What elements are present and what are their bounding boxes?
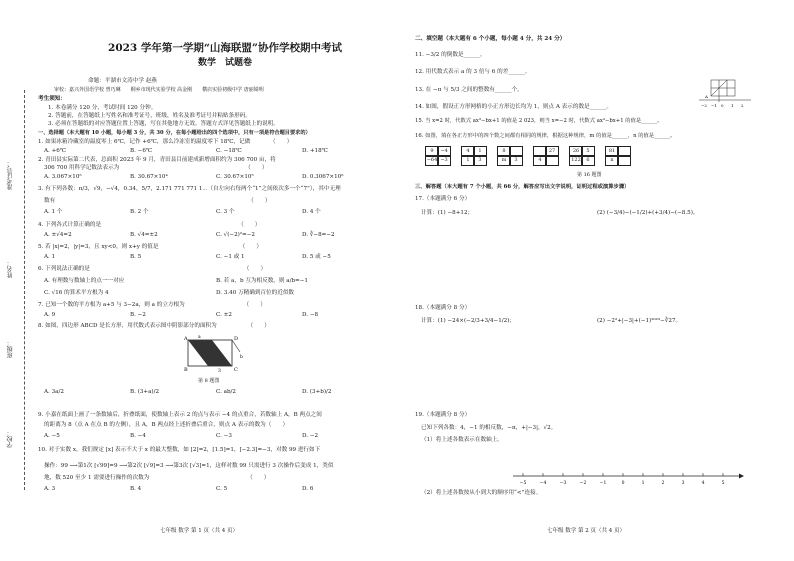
option-b: B. −6℃ bbox=[130, 148, 153, 154]
option-a: A. 3a/2 bbox=[44, 389, 64, 395]
option-b: B. 4 bbox=[130, 486, 142, 492]
question-16-caption: 第 16 题图 bbox=[577, 172, 602, 178]
option-a: A. −5 bbox=[44, 433, 60, 439]
grid-cell bbox=[617, 155, 631, 166]
student-info-strip bbox=[4, 100, 20, 480]
question-10-cont: 操作：99 ⟶第1次 [√99]=9 ⟶第2次 [√9]=3 ⟶第3次 [√3]=1，这样对数 99 只需进行 3 次操作后变成 1，类似 bbox=[44, 463, 334, 469]
grid-cell: n bbox=[605, 155, 619, 166]
question-14: 14. 如图，假设正方形网格的小正方形边长均为 1，则点 A 表示的数是______。 bbox=[415, 104, 613, 110]
option-a: A. 有理数与数轴上的点一一对应 bbox=[44, 278, 125, 284]
axis-tick-label: −4 bbox=[539, 481, 547, 486]
option-d: D. +18℃ bbox=[302, 148, 328, 154]
option-d: D. 6 bbox=[302, 486, 314, 492]
option-c: C. ±2 bbox=[216, 312, 232, 318]
axis-tick-label: 3 bbox=[681, 481, 685, 486]
binding-line bbox=[24, 90, 25, 490]
axis-tick-label: −5 bbox=[519, 481, 527, 486]
option-a: A. ±√4=2 bbox=[44, 232, 72, 238]
option-c: C. −18℃ bbox=[216, 148, 242, 154]
question-6: 6. 下列说法正确的是 （ ） bbox=[38, 266, 267, 272]
fig-label-len-3: 3 bbox=[218, 369, 221, 374]
axis-tick-label: −1 bbox=[599, 481, 607, 486]
option-d: D. 0.3067×10⁶ bbox=[302, 174, 344, 180]
option-c: C. −1 或 1 bbox=[216, 254, 245, 260]
question-15: 15. 当 x=2 时，代数式 ax³−bx+1 的值是 2 023，则当 x=−2 时，代数式 ax³−bx+1 的值是______。 bbox=[415, 118, 663, 124]
class-label: 班级： bbox=[7, 340, 14, 358]
option-c: C. −3 bbox=[216, 433, 232, 439]
question-16-figure bbox=[425, 146, 755, 168]
question-19-stem: 已知下列各数：4，−1 的相反数，−π，+|−3|，√2。 bbox=[421, 425, 557, 431]
fig-label-b: B bbox=[184, 367, 188, 373]
option-c: C. 30.67×10⁵ bbox=[216, 174, 254, 180]
option-d: D. −2 bbox=[302, 433, 319, 439]
axis-tick-label: 5 bbox=[721, 481, 725, 486]
option-c: C. 5 bbox=[216, 486, 228, 492]
grid-cell: 3 bbox=[509, 155, 523, 166]
grid-cell: 1 bbox=[473, 146, 487, 157]
school-label: 学校： bbox=[7, 430, 14, 448]
grid-cell: 8 bbox=[497, 146, 511, 157]
question-5: 5. 若 |x|=2，|y|=3，且 xy<0，则 x+y 的值是 （ ） bbox=[38, 244, 262, 250]
page-footer-right: 七年级 数学 第 2 页（共 4 页） bbox=[547, 528, 625, 535]
question-1: 1. 如果冰箱冷藏室的温度零上 6℃，记作 +6℃，那么冷冻室的温度零下 18℃，记做 （ ） bbox=[38, 139, 293, 145]
axis-tick-label: −3 bbox=[559, 481, 567, 486]
axis-tick-label: 2 bbox=[661, 481, 665, 486]
question-9: 9. 小嘉在纸面上画了一条数轴后，折叠纸面，使数轴上表示 2 的点与表示 −4 的点重合，若数轴上 A，B 两点之间 bbox=[38, 412, 322, 418]
question-8-figure bbox=[178, 334, 248, 374]
option-c: C. √16 的算术平方根为 4 bbox=[44, 290, 109, 296]
axis-tick-label: 1 bbox=[641, 481, 645, 486]
fig-label-len-b: b bbox=[240, 355, 243, 360]
section-3-heading: 三、解答题（本大题有 7 个小题，共 66 分，解答应写出文字说明，证明过程或演算步骤） bbox=[415, 184, 630, 190]
axis-tick-label: 0 bbox=[621, 481, 625, 486]
grid-cell: 27 bbox=[545, 146, 559, 157]
option-b: B. 2 个 bbox=[130, 209, 149, 215]
grid-cell: −4 bbox=[437, 146, 451, 157]
q14-tick: −2 bbox=[701, 103, 707, 108]
option-a: A. 3 bbox=[44, 486, 56, 492]
question-9-cont: 的距离为 8（点 A 在点 B 的左侧），且 A，B 两点经上述折叠后重合，则点 A 表示的数为（ ） bbox=[44, 422, 289, 428]
authors-line-1: 命题：平湖市文涛中学 赵燕 bbox=[88, 78, 157, 84]
option-a: A. 1 个 bbox=[44, 209, 63, 215]
axis-tick-label: 4 bbox=[701, 481, 705, 486]
notice-3: 3. 必须在答题纸的对应答题位置上答题，写在其他地方无效。答题方式详见答题纸上的说明。 bbox=[48, 121, 279, 127]
option-a: A. +6℃ bbox=[44, 148, 67, 154]
question-13: 13. 在 −π 与 5/3 之间的整数有______个。 bbox=[415, 87, 523, 93]
exam-id-label: 准考证号： bbox=[7, 160, 14, 190]
option-c: C. √(−2)²=−2 bbox=[216, 232, 255, 238]
question-2: 2. 青田县实际第二代表，总面积 2023 年 9 月，青田县目前建成新增面积约为 306 700 亩，将 bbox=[38, 157, 276, 163]
q14-tick: −1 bbox=[711, 103, 717, 108]
notice-2: 2. 答题前，在答题纸上写姓名和准考证号，班级，姓名及准考证号并粘贴条形码。 bbox=[48, 113, 251, 119]
question-8: 8. 如图，四边形 ABCD 是长方形，用代数式表示图中阴影部分的面积为 （ ） bbox=[38, 323, 270, 329]
grid-cell: 122 bbox=[569, 155, 583, 166]
exam-subtitle: 数学 试题卷 bbox=[197, 58, 252, 68]
fig-label-d: D bbox=[234, 336, 239, 342]
q14-tick: 2 bbox=[741, 103, 744, 108]
option-a: A. 1 bbox=[44, 254, 56, 260]
option-d: D. 4 个 bbox=[302, 209, 321, 215]
grid-cell: 3 bbox=[473, 155, 487, 166]
question-12: 12. 用代数式表示 a 的 3 倍与 6 的差______。 bbox=[415, 69, 531, 75]
option-b: B. 30.67×10⁴ bbox=[130, 174, 168, 180]
question-10: 10. 对于实数 x，我们规定 [x] 表示不大于 x 的最大整数，如 [2]=2，[1.5]=1，[−2.3]=−3，对数 99 进行如下 bbox=[38, 447, 321, 453]
page-footer-left: 七年级 数学 第 1 页（共 4 页） bbox=[160, 528, 238, 535]
question-19-number-line bbox=[507, 468, 747, 488]
question-19-part-1: （1）将上述各数表示在数轴上。 bbox=[421, 437, 503, 443]
exam-title: 2023 学年第一学期“山海联盟”协作学校期中考试 bbox=[108, 42, 342, 54]
option-a: A. 9 bbox=[44, 312, 56, 318]
question-19-part-2: （2）将上述各数按从小到大的顺序用“<”连接。 bbox=[421, 490, 542, 496]
question-19: 19.（本题满分 8 分） bbox=[415, 412, 471, 418]
q14-tick: 0 bbox=[721, 103, 724, 108]
option-b: B. 5 bbox=[130, 254, 142, 260]
notice-1: 1. 本卷满分 120 分，考试时间 120 分钟。 bbox=[48, 105, 157, 111]
grid-cell: 4 bbox=[461, 146, 475, 157]
exam-page-right bbox=[397, 0, 794, 561]
question-18: 18.（本题满分 8 分） bbox=[415, 305, 471, 311]
fig-label-c: C bbox=[234, 367, 238, 373]
grid-cell: 26 bbox=[569, 146, 583, 157]
option-c: C. 3 个 bbox=[216, 209, 235, 215]
question-17-part-1: 计算：(1) −8+12； bbox=[421, 210, 474, 216]
name-label: 姓名： bbox=[7, 260, 14, 278]
question-7: 7. 已知一个数的平方根为 a+5 与 3−2a，则 a 的立方根为 （ ） bbox=[38, 302, 266, 308]
grid-cell bbox=[545, 155, 559, 166]
grid-cell: m bbox=[497, 155, 511, 166]
grid-cell: −64 bbox=[425, 155, 439, 166]
question-3: 3. 有下列各数：π/3，√9，−√4，0.34，5/7，2.171 771 771 1⋯（自左向右每两个“1”之间依次多一个“7”），其中无理 bbox=[38, 186, 341, 192]
question-8-caption: 第 8 题图 bbox=[198, 378, 220, 384]
option-b: B. √4=±2 bbox=[130, 232, 158, 238]
question-3-cont: 数有 （ ） bbox=[44, 198, 271, 204]
grid-cell: 5 bbox=[581, 146, 595, 157]
question-17-part-2: (2) (−3/4)−(−1/2)+(+3/4)−(−8.5)。 bbox=[597, 210, 699, 216]
option-d: D. ∛−8=−2 bbox=[302, 232, 335, 238]
question-4: 4. 下列各式计算正确的是 （ ） bbox=[38, 222, 261, 228]
question-18-part-2: (2) −2²+|−3|+(−1)²⁰²³−∛27。 bbox=[597, 318, 682, 324]
grid-cell: 6 bbox=[581, 155, 595, 166]
fig-label-len-a: a bbox=[198, 335, 201, 340]
option-b: B. −2 bbox=[130, 312, 146, 318]
option-b: B. −4 bbox=[130, 433, 146, 439]
option-b: B. (3+a)/2 bbox=[130, 389, 160, 395]
option-b: B. 若 a，b 互为相反数，则 a/b=−1 bbox=[216, 278, 308, 284]
option-d: D. 3.40 万精确到百位的近似数 bbox=[216, 290, 295, 296]
grid-cell: −3 bbox=[437, 155, 451, 166]
q14-tick: 1 bbox=[731, 103, 734, 108]
grid-cell: 9 bbox=[425, 146, 439, 157]
grid-cell: 4 bbox=[533, 155, 547, 166]
question-18-part-1: 计算：(1) −24×(−2/3+3/4−1/2)； bbox=[421, 318, 516, 324]
grid-cell: 1 bbox=[461, 155, 475, 166]
notice-heading: 考生须知： bbox=[38, 96, 66, 102]
option-a: A. 3.067×10⁵ bbox=[44, 174, 82, 180]
option-c: C. ab/2 bbox=[216, 389, 236, 395]
fig-label-a: A bbox=[184, 336, 188, 342]
grid-cell: 81 bbox=[605, 146, 619, 157]
question-17: 17.（本题满分 6 分） bbox=[415, 196, 471, 202]
section-2-heading: 二、填空题（本大题有 6 个小题，每小题 4 分，共 24 分） bbox=[415, 36, 566, 42]
option-d: D. 5 或 −5 bbox=[302, 254, 331, 260]
question-16: 16. 如图，填在各正方形中的四个数之间都有相同的规律，根据这种规律，m 的值是______，n 的值是______。 bbox=[415, 133, 676, 139]
axis-tick-label: −2 bbox=[579, 481, 587, 486]
authors-line-2: 审校：嘉兴外国语学校 曾巧琳 桐乡市现代实验学校 高金刚 横店实验初级中学 唐丽婧明 bbox=[54, 87, 264, 93]
question-10-cont-2: 地，数 520 至少 1 需要进行操作的次数为 （ ） bbox=[44, 475, 270, 481]
q14-point-a: A bbox=[705, 94, 708, 99]
option-d: D. −8 bbox=[302, 312, 319, 318]
option-d: D. (3+b)/2 bbox=[302, 389, 332, 395]
question-2-cont: 306 700 用科学记数法表示为 （ ） bbox=[44, 165, 268, 171]
question-11: 11. −3/2 的倒数是______。 bbox=[415, 52, 486, 58]
section-1-heading: 一、选择题（本大题有 10 小题，每小题 3 分，共 30 分，在每小题给出的四个选项中，只有一项是符合题目要求的） bbox=[38, 130, 311, 136]
